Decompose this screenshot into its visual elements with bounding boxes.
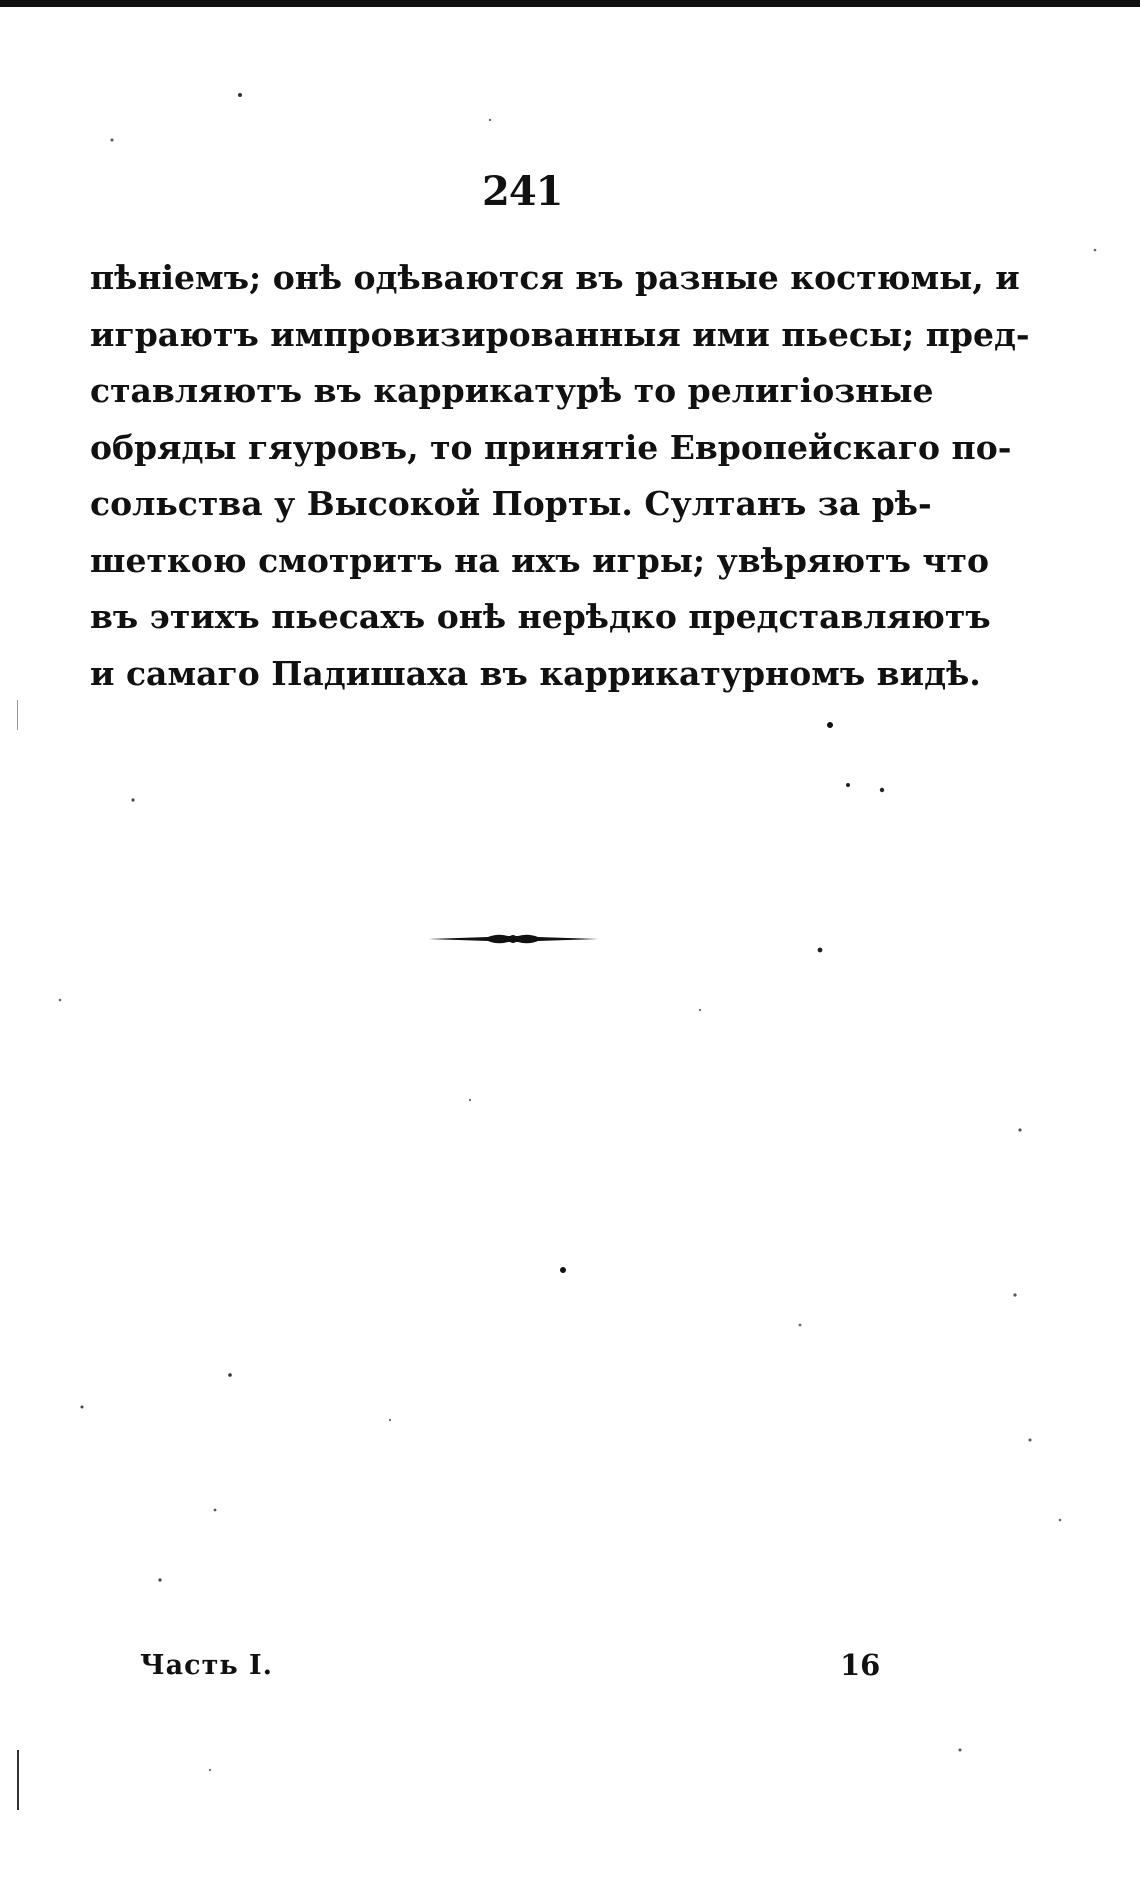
body-line: и самаго Падишаха въ каррикатурномъ видѣ. — [90, 653, 981, 693]
footer-sheet-number: 16 — [840, 1648, 881, 1682]
footer-signature-mark: Часть I. — [140, 1650, 274, 1681]
body-line: шеткою смотритъ на ихъ игры; увѣряютъ что — [90, 540, 990, 580]
body-line: играютъ импровизированныя ими пьесы; пред- — [90, 314, 1030, 354]
top-edge-rule — [0, 0, 1140, 7]
body-line: пѣніемъ; онѣ одѣваются въ разные костюмы, и — [90, 258, 1020, 297]
end-ornament-icon — [428, 930, 598, 948]
left-edge-mark — [17, 1750, 19, 1810]
body-line: сольства у Высокой Порты. Султанъ за рѣ- — [90, 484, 932, 523]
page-number: 241 — [482, 168, 563, 215]
left-edge-mark-faint — [17, 700, 18, 730]
body-text — [90, 250, 1030, 702]
body-line: обряды гяуровъ, то принятіе Европейскаго по- — [90, 427, 1012, 467]
body-line: въ этихъ пьесахъ онѣ нерѣдко представляютъ — [90, 597, 991, 636]
body-line: ставляютъ въ каррикатурѣ то религіозные — [90, 371, 934, 410]
